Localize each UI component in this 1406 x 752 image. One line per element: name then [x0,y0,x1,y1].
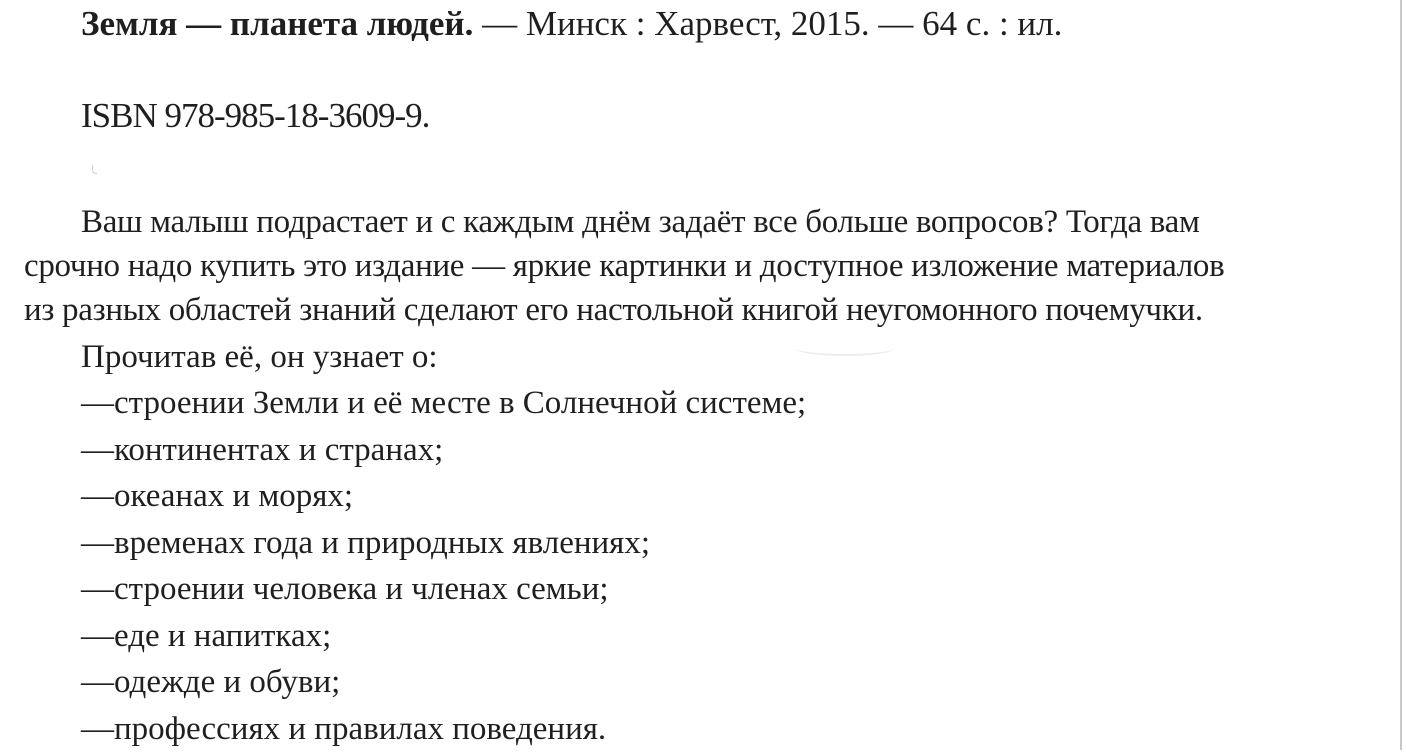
bibliographic-record [81,2,1062,46]
description-line: из разных областей знаний сделают его настольной книгой неугомонного почемучки. [24,288,1364,332]
topic-text: профессиях и правилах поведения. [114,711,606,747]
list-item [81,473,806,520]
description-paragraph [24,200,1364,332]
list-item [81,613,806,660]
list-item [81,427,806,474]
list-dash: — [81,478,114,514]
description-line: срочно надо купить это издание — яркие картинки и доступное изложение материалов [24,244,1364,288]
isbn-line: ISBN 978-985-18-3609-9. [81,94,429,138]
list-dash: — [81,711,114,747]
topic-text: континентах и странах; [114,432,443,468]
scan-mark [92,165,97,174]
list-item [81,706,806,752]
list-item [81,520,806,567]
page-edge-line [1400,0,1402,750]
list-item [81,566,806,613]
list-dash: — [81,385,114,421]
list-dash: — [81,664,114,700]
topics-list [81,380,806,752]
topic-text: временах года и природных явлениях; [114,525,650,561]
list-dash: — [81,571,114,607]
scan-smudge [795,340,895,356]
list-dash: — [81,525,114,561]
description-line: Ваш малыш подрастает и с каждым днём задаёт все больше вопросов? Тогда вам [24,200,1364,244]
list-dash: — [81,432,114,468]
book-title: Земля — планета людей. [81,4,473,43]
list-item [81,380,806,427]
topic-text: океанах и морях; [114,478,353,514]
topic-text: еде и напитках; [114,618,331,654]
topic-text: строении Земли и её месте в Солнечной системе; [114,385,806,421]
list-dash: — [81,618,114,654]
topic-text: строении человека и членах семьи; [114,571,609,607]
list-item [81,659,806,706]
book-imprint: — Минск : Харвест, 2015. — 64 с. : ил. [473,4,1062,43]
topics-intro: Прочитав её, он узнает о: [81,335,438,379]
topic-text: одежде и обуви; [114,664,340,700]
